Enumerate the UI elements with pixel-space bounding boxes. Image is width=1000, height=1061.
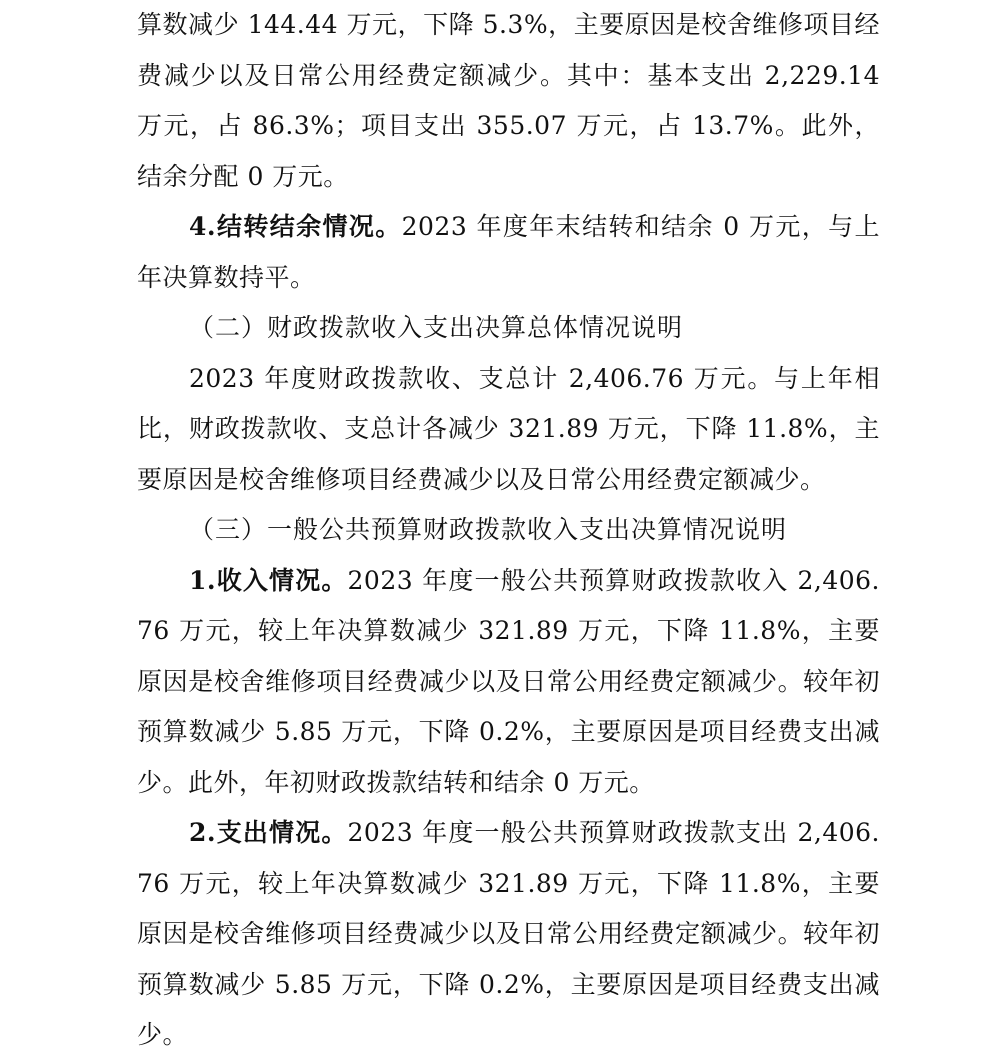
paragraph-text: 2023 年度一般公共预算财政拨款收入 2,406.76 万元，较上年决算数减少 321.89 万元，下降 11.8%，主要原因是校舍维修项目经费减少以及日常公用经费定额减少。较年初预算数减少 5.85 万元，下降 0.2%，主要原因是项目经费支出减少。此外，年初财政拨款结转和结余 0 万元。	[137, 565, 880, 797]
section-heading-three: （三）一般公共预算财政拨款收入支出决算情况说明	[189, 515, 788, 544]
paragraph-fiscal-overall	[137, 354, 880, 506]
paragraph-lead: 2.支出情况。	[189, 818, 348, 847]
paragraph-text: 2023 年度财政拨款收、支总计 2,406.76 万元。与上年相比，财政拨款收、支总计各减少 321.89 万元，下降 11.8%，主要原因是校舍维修项目经费减少以及日常公用经费定额减少。	[137, 363, 880, 494]
paragraph-expenditure	[137, 808, 880, 1061]
paragraph-carryover	[137, 202, 880, 303]
paragraph-text: 2023 年度年末结转和结余 0 万元，与上年决算数持平。	[137, 212, 880, 292]
paragraph-lead: 1.收入情况。	[189, 565, 348, 595]
paragraph-text: 2023 年度一般公共预算财政拨款支出 2,406.76 万元，较上年决算数减少 321.89 万元，下降 11.8%，主要原因是校舍维修项目经费减少以及日常公用经费定额减少。较年初预算数减少 5.85 万元，下降 0.2%，主要原因是项目经费支出减少。	[137, 818, 880, 1049]
paragraph-income	[137, 556, 880, 809]
section-heading-two: （二）财政拨款收入支出决算总体情况说明	[189, 313, 684, 342]
paragraph-lead: 4.结转结余情况。	[189, 212, 402, 241]
paragraph-text: 算数减少 144.44 万元，下降 5.3%，主要原因是校舍维修项目经费减少以及日常公用经费定额减少。其中：基本支出 2,229.14 万元，占 86.3%；项目支出 355.07 万元，占 13.7%。此外，结余分配 0 万元。	[137, 10, 880, 191]
paragraph-expenditure-continued	[137, 0, 880, 202]
document-body	[137, 0, 880, 1061]
